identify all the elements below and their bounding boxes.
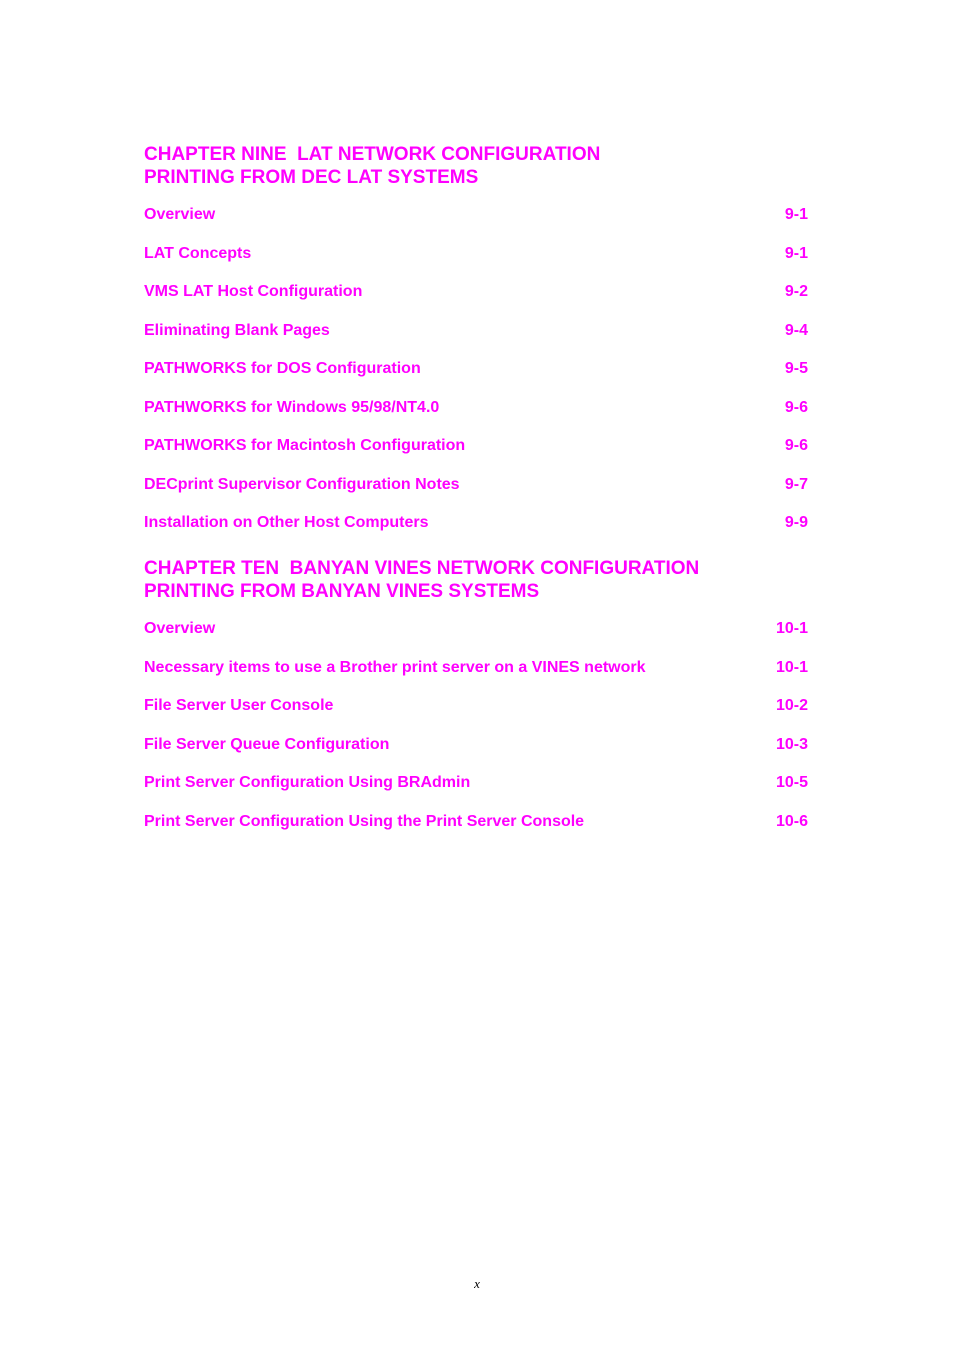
toc-entry-title[interactable]: VMS LAT Host Configuration (144, 283, 363, 300)
toc-entry-title[interactable]: LAT Concepts (144, 244, 252, 262)
table-of-contents (144, 143, 808, 832)
chapter-nine-heading-line1: CHAPTER NINE LAT NETWORK CONFIGURATION (144, 144, 601, 165)
chapter-nine-entries (144, 205, 808, 533)
chapter-ten-heading (144, 557, 808, 603)
toc-entry-page[interactable]: 9-9 (784, 514, 808, 531)
toc-entry[interactable] (144, 773, 808, 812)
chapter-ten-section (144, 557, 808, 832)
toc-entry-page[interactable]: 10-3 (775, 735, 808, 753)
toc-entry-page[interactable]: 9-7 (784, 475, 808, 493)
toc-entry-title[interactable]: Necessary items to use a Brother print server on a VINES network (144, 658, 646, 676)
toc-entry-title[interactable]: Overview (144, 620, 216, 637)
chapter-nine-heading (144, 143, 808, 189)
chapter-ten-heading-line1: CHAPTER TEN BANYAN VINES NETWORK CONFIGURATION (144, 558, 700, 579)
toc-entry-title[interactable]: DECprint Supervisor Configuration Notes (144, 475, 460, 493)
toc-entry[interactable] (144, 619, 808, 658)
toc-entry-title[interactable]: File Server User Console (144, 697, 334, 714)
chapter-nine-section (144, 143, 808, 533)
toc-entry-title[interactable]: Print Server Configuration Using BRAdmin (144, 774, 471, 791)
toc-entry[interactable] (144, 475, 808, 514)
toc-entry-title[interactable]: Overview (144, 206, 216, 223)
toc-entry-title[interactable]: File Server Queue Configuration (144, 735, 390, 753)
toc-entry-title[interactable]: PATHWORKS for Windows 95/98/NT4.0 (144, 398, 440, 416)
toc-entry-title[interactable]: Print Server Configuration Using the Print Server Console (144, 812, 585, 830)
toc-entry-page[interactable]: 9-4 (784, 321, 808, 339)
toc-entry-page[interactable]: 10-1 (775, 620, 808, 637)
chapter-nine-heading-line2: PRINTING FROM DEC LAT SYSTEMS (144, 167, 479, 188)
toc-entry[interactable] (144, 658, 808, 697)
toc-entry-page[interactable]: 9-2 (784, 283, 808, 300)
toc-entry[interactable] (144, 513, 808, 533)
toc-entry[interactable] (144, 398, 808, 437)
toc-entry[interactable] (144, 735, 808, 774)
page-number: x (474, 1276, 480, 1291)
toc-entry-page[interactable]: 10-1 (775, 658, 808, 676)
chapter-ten-entries (144, 619, 808, 832)
toc-entry-page[interactable]: 10-5 (775, 774, 808, 791)
toc-entry-title[interactable]: Installation on Other Host Computers (144, 514, 429, 531)
toc-entry[interactable] (144, 321, 808, 360)
toc-entry-title[interactable]: Eliminating Blank Pages (144, 321, 330, 339)
toc-entry[interactable] (144, 359, 808, 398)
toc-entry-title[interactable]: PATHWORKS for DOS Configuration (144, 360, 421, 377)
toc-entry-page[interactable]: 9-1 (784, 244, 808, 262)
toc-entry-page[interactable]: 9-6 (784, 398, 808, 416)
toc-entry-title[interactable]: PATHWORKS for Macintosh Configuration (144, 437, 466, 454)
chapter-ten-heading-line2: PRINTING FROM BANYAN VINES SYSTEMS (144, 581, 540, 602)
toc-entry[interactable] (144, 244, 808, 283)
toc-entry-page[interactable]: 9-1 (784, 206, 808, 223)
toc-entry[interactable] (144, 812, 808, 832)
toc-entry[interactable] (144, 696, 808, 735)
toc-entry-page[interactable]: 10-2 (775, 697, 808, 714)
toc-entry-page[interactable]: 9-6 (784, 437, 808, 454)
toc-entry[interactable] (144, 205, 808, 244)
toc-entry[interactable] (144, 282, 808, 321)
toc-entry[interactable] (144, 436, 808, 475)
toc-entry-page[interactable]: 10-6 (775, 812, 808, 830)
toc-entry-page[interactable]: 9-5 (784, 360, 808, 377)
